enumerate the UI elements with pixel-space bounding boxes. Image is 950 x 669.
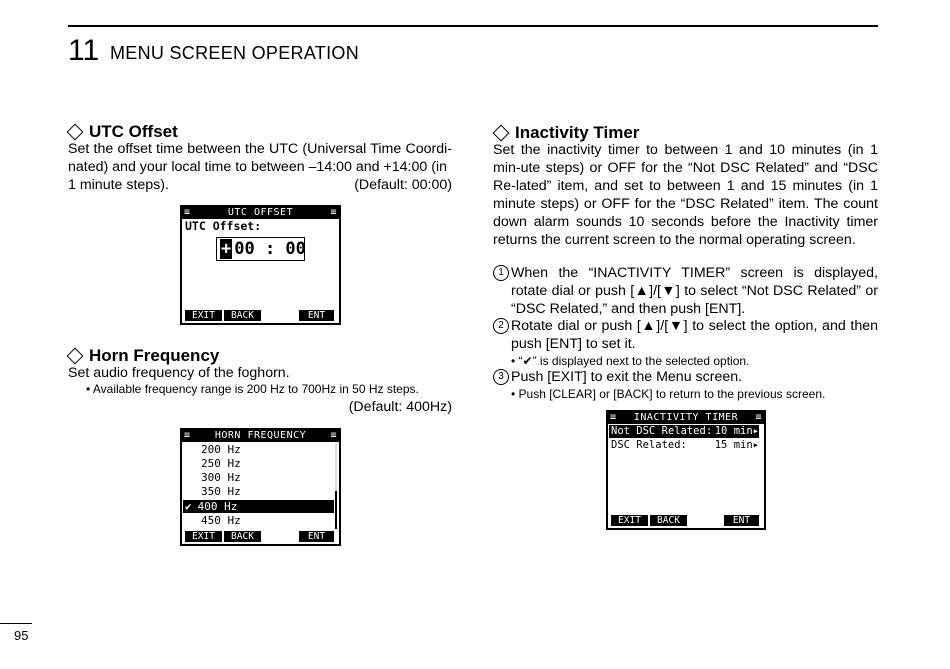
scrollbar-thumb[interactable] — [335, 491, 337, 529]
ent-soft-key[interactable]: ENT — [724, 515, 759, 526]
utc-offset-heading — [66, 122, 178, 142]
utc-offset-value: 00 : 00 — [234, 239, 306, 259]
step-number: 3 — [493, 369, 509, 385]
page-number-rule — [0, 623, 32, 624]
exit-soft-key[interactable]: EXIT — [611, 515, 648, 526]
horn-frequency-screen — [180, 428, 341, 546]
step-note: • Push [CLEAR] or [BACK] to return to the previous screen. — [511, 387, 826, 401]
row-value: 15 min▸ — [714, 439, 759, 451]
screen-title: UTC OFFSET — [227, 207, 294, 218]
step-1 — [493, 264, 878, 318]
ent-soft-key[interactable]: ENT — [299, 310, 334, 321]
step-2 — [493, 317, 878, 369]
step-text: When the “INACTIVITY TIMER” screen is displayed, rotate dial or push [▲]/[▼] to select “Not DSC Related” or “DSC Related,” and then push [ENT]. — [511, 265, 878, 317]
utc-offset-last-line — [68, 176, 452, 194]
screen-title-bar — [608, 412, 764, 424]
list-item[interactable]: 350 Hz — [201, 485, 241, 498]
header-rule — [68, 25, 878, 27]
diamond-icon — [67, 348, 84, 365]
utc-offset-text: Set the offset time between the UTC (Universal Time Coordi-nated) and your local time to between –14:00 and +14:00 (in — [68, 141, 452, 175]
horn-frequency-default: (Default: 400Hz) — [348, 399, 452, 415]
horn-frequency-title: Horn Frequency — [89, 346, 220, 365]
menu-icon: ≡ — [755, 412, 762, 423]
inactivity-timer-heading — [492, 123, 639, 143]
list-item[interactable] — [609, 439, 759, 452]
menu-icon: ≡ — [330, 207, 337, 218]
list-item[interactable]: 300 Hz — [201, 471, 241, 484]
step-text: Rotate dial or push [▲]/[▼] to select the option, and then push [ENT] to set it. — [511, 318, 878, 352]
menu-icon: ≡ — [330, 430, 337, 441]
step-number: 1 — [493, 265, 509, 281]
ent-soft-key[interactable]: ENT — [299, 531, 334, 542]
menu-icon: ≡ — [184, 430, 191, 441]
diamond-icon — [493, 125, 510, 142]
selected-list-item[interactable] — [609, 425, 759, 438]
chapter-title: MENU SCREEN OPERATION — [110, 43, 359, 63]
step-text: Push [EXIT] to exit the Menu screen. — [511, 369, 743, 385]
row-value: 10 min▸ — [714, 425, 759, 437]
utc-offset-title: UTC Offset — [89, 122, 178, 141]
scrollbar[interactable] — [335, 443, 337, 529]
diamond-icon — [67, 124, 84, 141]
inactivity-timer-title: Inactivity Timer — [515, 123, 640, 142]
chapter-number: 11 — [68, 34, 100, 67]
step-note: • “✔” is displayed next to the selected option. — [511, 354, 750, 368]
utc-offset-body — [68, 140, 452, 176]
list-item[interactable]: 200 Hz — [201, 443, 241, 456]
utc-offset-label: UTC Offset: — [185, 219, 262, 233]
back-soft-key[interactable]: BACK — [224, 310, 261, 321]
menu-icon: ≡ — [184, 207, 191, 218]
screen-title: HORN FREQUENCY — [214, 430, 307, 441]
step-3 — [493, 368, 878, 402]
step-number: 2 — [493, 318, 509, 334]
list-item[interactable]: 450 Hz — [201, 514, 241, 527]
row-label: DSC Related: — [611, 439, 687, 451]
page-number: 95 — [14, 628, 29, 643]
row-label: Not DSC Related: — [611, 425, 713, 437]
exit-soft-key[interactable]: EXIT — [185, 310, 222, 321]
list-item[interactable]: 250 Hz — [201, 457, 241, 470]
utc-sign-cursor: + — [221, 239, 232, 259]
utc-offset-steps: 1 minute steps). — [68, 177, 169, 193]
screen-title-bar — [182, 430, 339, 442]
back-soft-key[interactable]: BACK — [224, 531, 261, 542]
utc-offset-screen — [180, 205, 341, 325]
utc-offset-default: (Default: 00:00) — [354, 177, 452, 193]
utc-offset-value-box[interactable] — [216, 237, 305, 261]
screen-title: INACTIVITY TIMER — [633, 412, 739, 423]
back-soft-key[interactable]: BACK — [650, 515, 687, 526]
exit-soft-key[interactable]: EXIT — [185, 531, 222, 542]
check-icon: ✔ — [185, 500, 192, 513]
horn-frequency-heading — [66, 346, 219, 366]
selected-list-item[interactable] — [183, 500, 334, 513]
inactivity-timer-body: Set the inactivity timer to between 1 and 10 minutes (in 1 min-ute steps) or OFF for the “Not DSC Related” and “DSC Re-lated” item, and set to between 1 and 15 minutes (in 1 minute steps) or OFF for the “DSC Related” item. The count down alarm sounds 10 seconds before the Inactivity timer returns the current screen to the normal operating screen. — [493, 142, 878, 248]
horn-frequency-body: Set audio frequency of the foghorn. — [68, 365, 290, 381]
screen-title-bar — [182, 207, 339, 219]
horn-frequency-note: • Available frequency range is 200 Hz to 700Hz in 50 Hz steps. — [86, 382, 419, 396]
menu-icon: ≡ — [610, 412, 617, 423]
selected-item-label: 400 Hz — [197, 500, 238, 513]
inactivity-timer-screen — [606, 410, 766, 530]
